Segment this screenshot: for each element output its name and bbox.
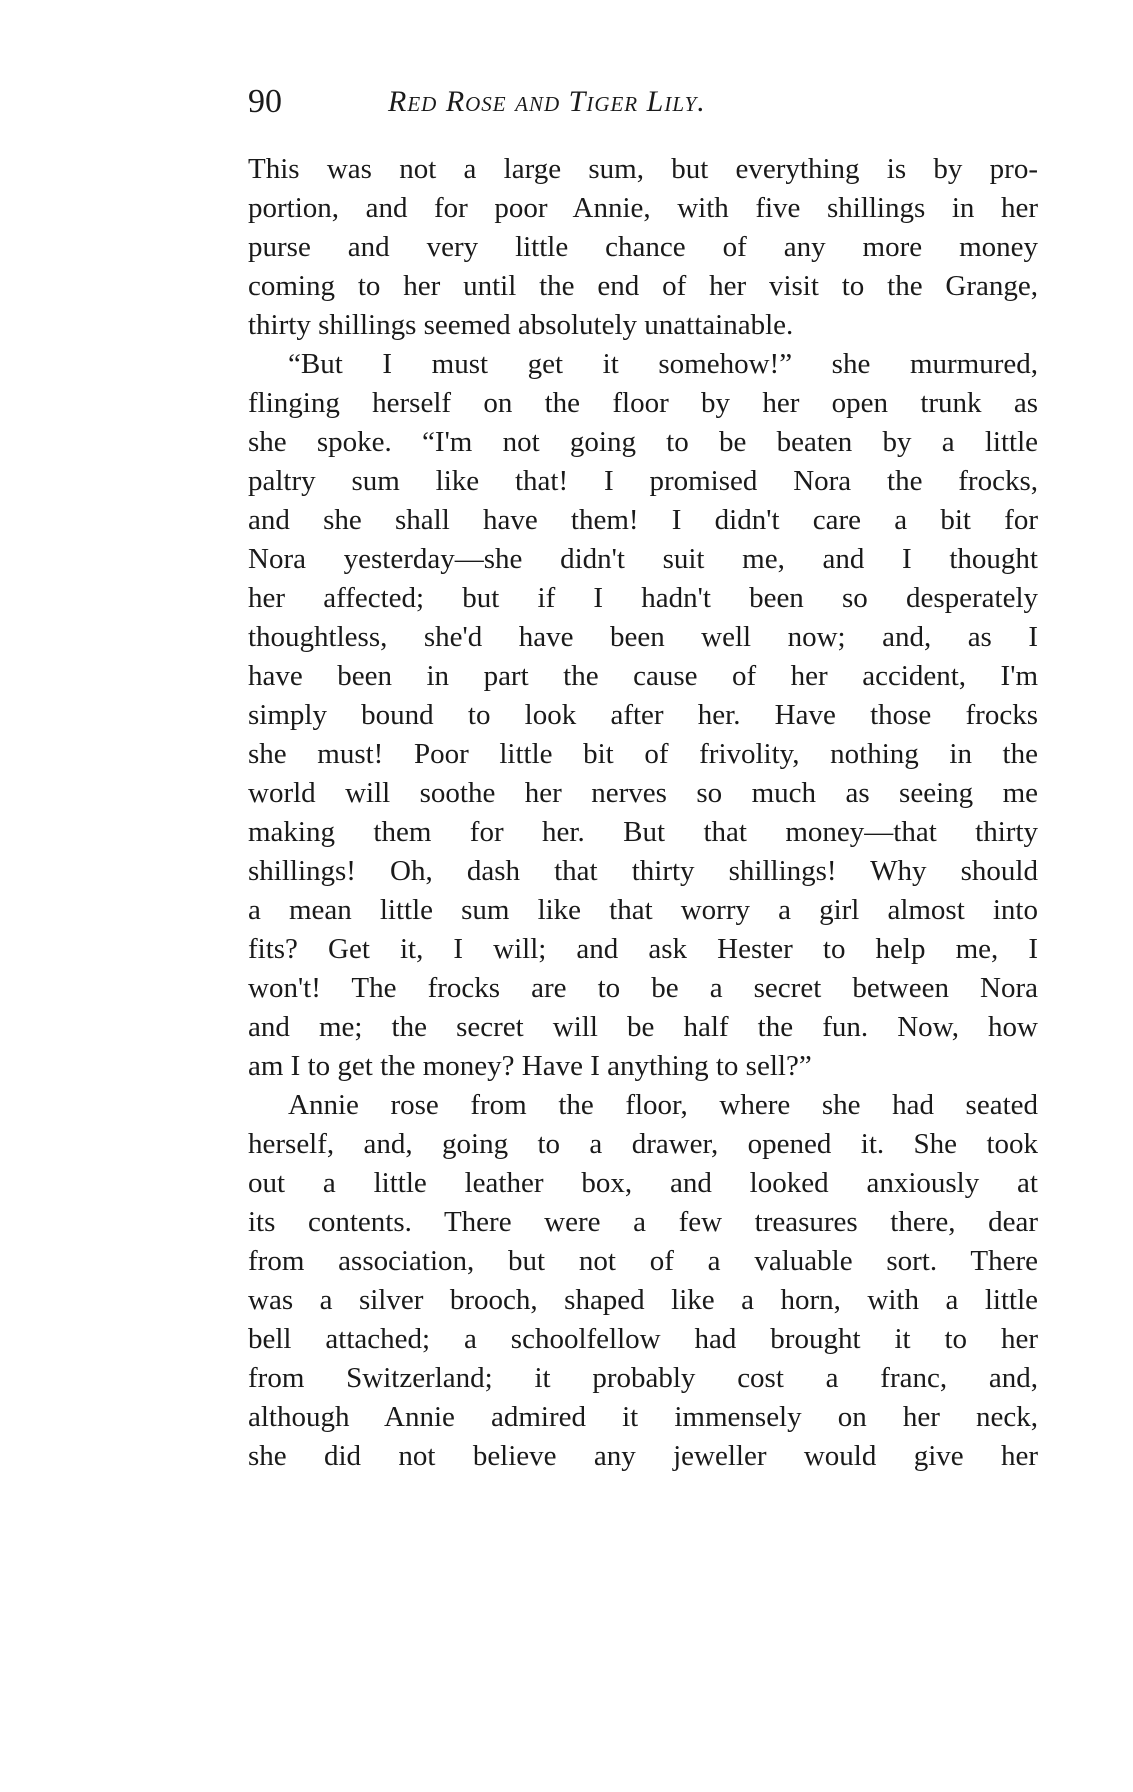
text-line: thirty shillings seemed absolutely unattainable. [248, 309, 794, 341]
text-line: This was not a large sum, but everything is by pro- [248, 153, 1038, 185]
text-line: herself, and, going to a drawer, opened it. She took [248, 1128, 1038, 1160]
page-header [248, 80, 888, 124]
text-line: and me; the secret will be half the fun. Now, how [248, 1011, 1038, 1043]
text-line: paltry sum like that! I promised Nora the frocks, [248, 465, 1038, 497]
text-line: she spoke. “I'm not going to be beaten by a little [248, 426, 1038, 458]
text-line: although Annie admired it immensely on her neck, [248, 1401, 1038, 1433]
text-line: its contents. There were a few treasures there, dear [248, 1206, 1038, 1238]
text-line: flinging herself on the floor by her open trunk as [248, 387, 1038, 419]
text-line: shillings! Oh, dash that thirty shillings! Why should [248, 855, 1038, 887]
text-line: and she shall have them! I didn't care a bit for [248, 504, 1038, 536]
text-line: coming to her until the end of her visit to the Grange, [248, 270, 1038, 302]
text-line: from association, but not of a valuable sort. There [248, 1245, 1038, 1277]
text-line: Nora yesterday—she didn't suit me, and I thought [248, 543, 1038, 575]
text-line: out a little leather box, and looked anxiously at [248, 1167, 1038, 1199]
text-line: am I to get the money? Have I anything to sell?” [248, 1050, 812, 1082]
text-line: a mean little sum like that worry a girl almost into [248, 894, 1038, 926]
text-line: was a silver brooch, shaped like a horn, with a little [248, 1284, 1038, 1316]
text-line: won't! The frocks are to be a secret between Nora [248, 972, 1038, 1004]
body-text [248, 150, 1038, 1476]
text-line: from Switzerland; it probably cost a franc, and, [248, 1362, 1038, 1394]
text-line: she did not believe any jeweller would give her [248, 1440, 1038, 1472]
page-number: 90 [248, 83, 282, 120]
text-line: her affected; but if I hadn't been so desperately [248, 582, 1038, 614]
text-line: bell attached; a schoolfellow had brought it to her [248, 1323, 1038, 1355]
text-line: making them for her. But that money—that thirty [248, 816, 1038, 848]
text-line: thoughtless, she'd have been well now; and, as I [248, 621, 1038, 653]
running-title: Red Rose and Tiger Lily. [388, 85, 706, 118]
text-line: purse and very little chance of any more money [248, 231, 1038, 263]
text-line: Annie rose from the floor, where she had seated [288, 1089, 1038, 1121]
text-line: “But I must get it somehow!” she murmured, [288, 348, 1038, 380]
text-line: have been in part the cause of her accident, I'm [248, 660, 1038, 692]
text-line: fits? Get it, I will; and ask Hester to help me, I [248, 933, 1038, 965]
text-line: simply bound to look after her. Have those frocks [248, 699, 1038, 731]
text-line: portion, and for poor Annie, with five shillings in her [248, 192, 1038, 224]
text-line: world will soothe her nerves so much as seeing me [248, 777, 1038, 809]
text-line: she must! Poor little bit of frivolity, nothing in the [248, 738, 1038, 770]
